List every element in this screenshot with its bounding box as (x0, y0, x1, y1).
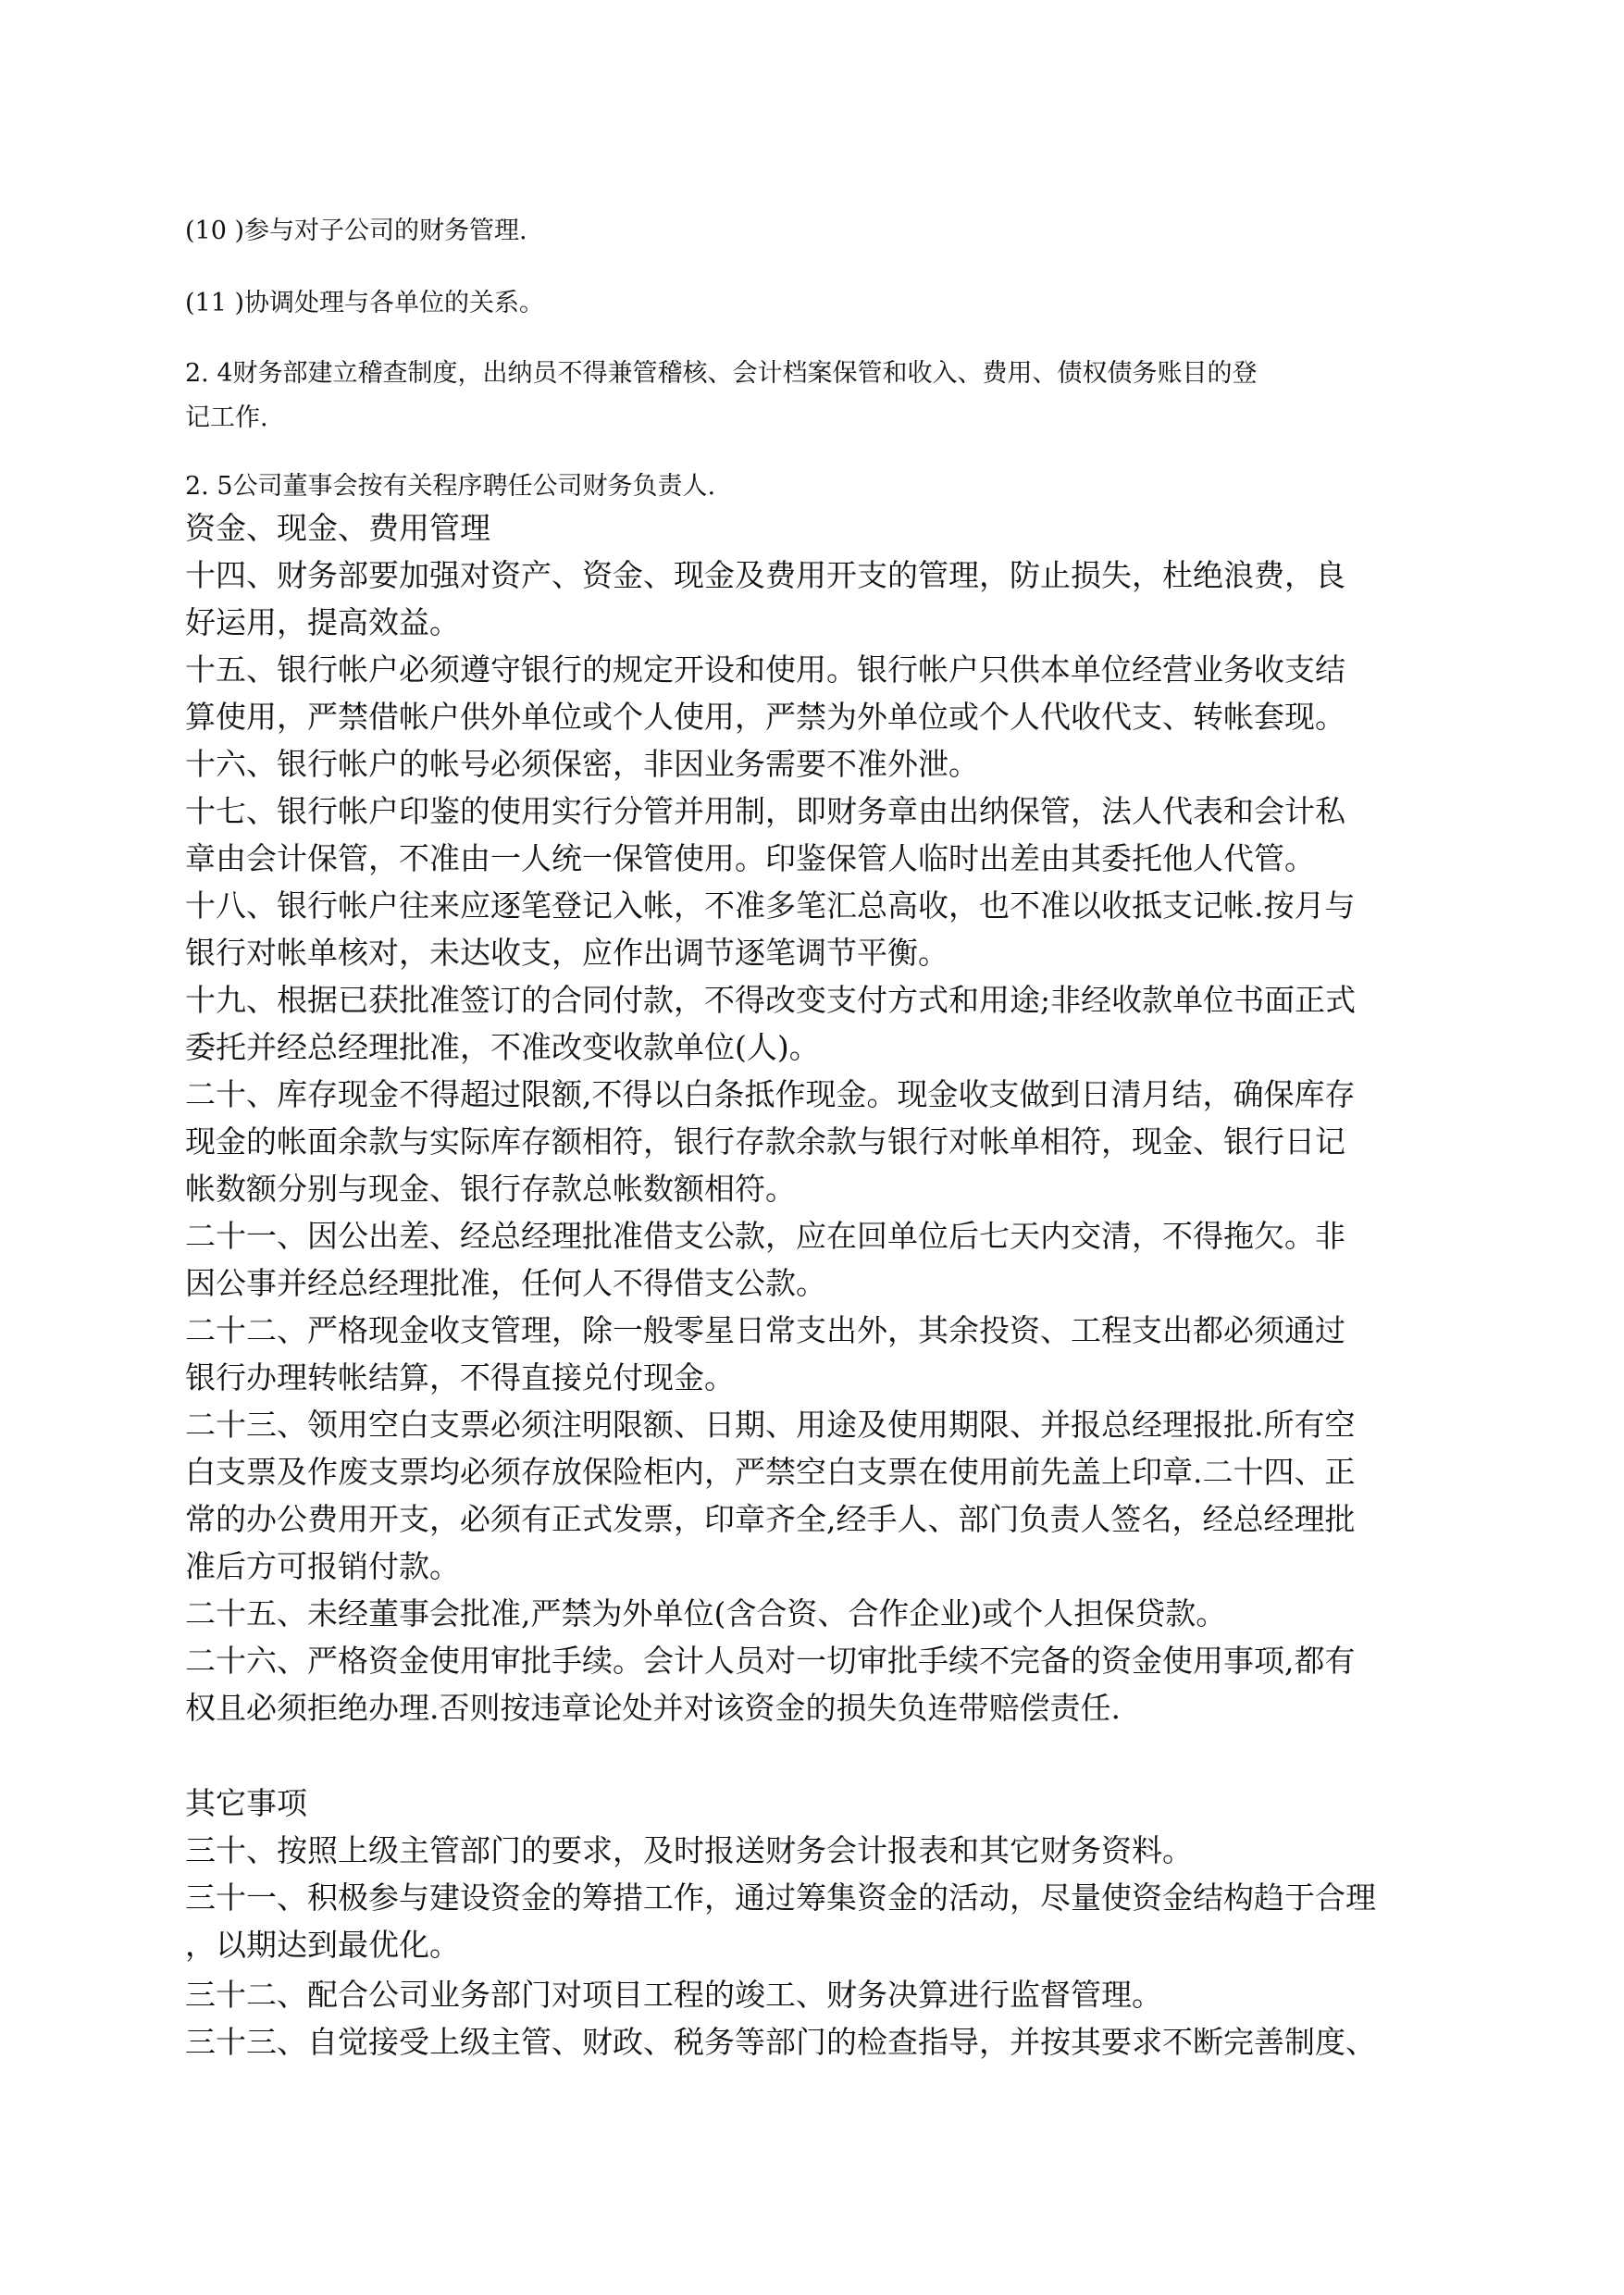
paragraph-line: 三十三、自觉接受上级主管、财政、税务等部门的检查指导，并按其要求不断完善制度、 (185, 2024, 1376, 2060)
paragraph-line: 二十一、因公出差、经总经理批准借支公款，应在回单位后七天内交清，不得拖欠。非 (185, 1218, 1345, 1254)
paragraph-line: 三十一、积极参与建设资金的筹措工作，通过筹集资金的活动，尽量使资金结构趋于合理 (185, 1879, 1376, 1916)
paragraph-line: 十八、银行帐户往来应逐笔登记入帐，不准多笔汇总高收，也不准以收抵支记帐.按月与 (185, 887, 1356, 924)
item-10: (10 )参与对子公司的财务管理. (185, 217, 527, 245)
paragraph-line: 三十、按照上级主管部门的要求，及时报送财务会计报表和其它财务资料。 (185, 1832, 1193, 1868)
paragraph-line: 准后方可报销付款。 (185, 1548, 460, 1584)
item-11: (11 )协调处理与各单位的关系。 (185, 289, 545, 317)
paragraph-line: 十四、财务部要加强对资产、资金、现金及费用开支的管理，防止损失，杜绝浪费，良 (185, 557, 1345, 593)
paragraph-line: 十六、银行帐户的帐号必须保密，非因业务需要不准外泄。 (185, 746, 979, 782)
paragraph-line: ，以期达到最优化。 (185, 1927, 460, 1963)
section-other-continued (185, 1971, 1444, 2066)
paragraph-line: 常的办公费用开支，必须有正式发票，印章齐全,经手人、部门负责人签名，经总经理批 (185, 1501, 1356, 1537)
paragraph-line: 帐数额分别与现金、银行存款总帐数额相符。 (185, 1171, 796, 1207)
paragraph-line: 三十二、配合公司业务部门对项目工程的竣工、财务决算进行监督管理。 (185, 1977, 1162, 2013)
paragraph-line: 算使用，严禁借帐户供外单位或个人使用，严禁为外单位或个人代收代支、转帐套现。 (185, 699, 1345, 735)
paragraph-line: 二十五、未经董事会批准,严禁为外单位(含合资、合作企业)或个人担保贷款。 (185, 1595, 1227, 1631)
paragraph-line: 银行办理转帐结算，不得直接兑付现金。 (185, 1359, 735, 1396)
paragraph-line: 白支票及作废支票均必须存放保险柜内，严禁空白支票在使用前先盖上印章.二十四、正 (185, 1454, 1356, 1490)
paragraph-line: 委托并经总经理批准，不准改变收款单位(人)。 (185, 1029, 820, 1065)
paragraph-line: 银行对帐单核对，未达收支，应作出调节逐笔调节平衡。 (185, 935, 948, 971)
paragraph-line: 现金的帐面余款与实际库存额相符，银行存款余款与银行对帐单相符，现金、银行日记 (185, 1123, 1345, 1160)
paragraph-line: 二十二、严格现金收支管理，除一般零星日常支出外，其余投资、工程支出都必须通过 (185, 1312, 1345, 1348)
paragraph-line: 十五、银行帐户必须遵守银行的规定开设和使用。银行帐户只供本单位经营业务收支结 (185, 651, 1345, 688)
paragraph-line: 权且必须拒绝办理.否则按违章论处并对该资金的损失负连带赔偿责任. (185, 1690, 1121, 1726)
section-heading: 其它事项 (185, 1785, 307, 1821)
paragraph-line: 二十三、领用空白支票必须注明限额、日期、用途及使用期限、并报总经理报批.所有空 (185, 1407, 1356, 1443)
paragraph-line: 好运用，提高效益。 (185, 604, 460, 640)
section-other (185, 1780, 1444, 1968)
section-heading: 资金、现金、费用管理 (185, 510, 490, 546)
item-2-4 (185, 352, 1462, 440)
paragraph-line: 十九、根据已获批准签订的合同付款，不得改变支付方式和用途;非经收款单位书面正式 (185, 982, 1357, 1018)
paragraph-line: 因公事并经总经理批准，任何人不得借支公款。 (185, 1265, 826, 1301)
paragraph-line: 章由会计保管，不准由一人统一保管使用。印鉴保管人临时出差由其委托他人代管。 (185, 840, 1315, 876)
item-2-4-line: 记工作. (185, 403, 268, 432)
paragraph-line: 十七、银行帐户印鉴的使用实行分管并用制，即财务章由出纳保管，法人代表和会计私 (185, 793, 1345, 829)
section-funds (185, 504, 1444, 1731)
item-2-4-line: 2. 4财务部建立稽查制度，出纳员不得兼管稽核、会计档案保管和收入、费用、债权债务账目的登 (185, 359, 1258, 388)
item-2-5: 2. 5公司董事会按有关程序聘任公司财务负责人. (185, 472, 716, 501)
paragraph-line: 二十、库存现金不得超过限额,不得以白条抵作现金。现金收支做到日清月结，确保库存 (185, 1076, 1356, 1112)
paragraph-line: 二十六、严格资金使用审批手续。会计人员对一切审批手续不完备的资金使用事项,都有 (185, 1643, 1356, 1679)
